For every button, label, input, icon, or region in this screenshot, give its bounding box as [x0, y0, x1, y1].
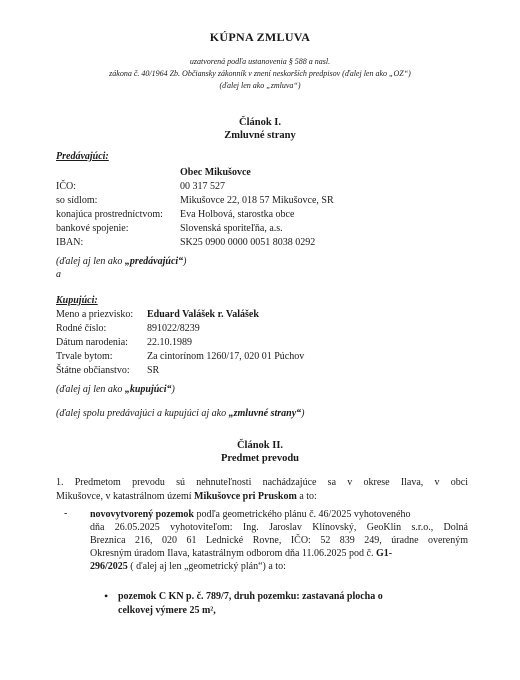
item-1-line-1: novovytvorený pozemok podľa geometrického plánu č. 46/2025 vyhotoveného: [90, 509, 411, 520]
item-1-line-3: Breznica 216, 020 61 Lednické Rovne, IČO: 52 839 249, úradne overeným: [90, 535, 468, 546]
subtitle-line-1: uzatvorená podľa ustanovenia § 588 a nasl.: [189, 57, 331, 66]
seller-row-value: Mikušovce 22, 018 57 Mikušovce, SR: [180, 195, 334, 206]
buyer-row-value: 891022/8239: [147, 323, 200, 334]
seller-row-value: SK25 0900 0000 0051 8038 0292: [180, 237, 316, 248]
buyer-row-value: Za cintorínom 1260/17, 020 01 Púchov: [147, 351, 305, 362]
buyer-row-label: Štátne občianstvo:: [56, 365, 130, 376]
seller-name: Obec Mikušovce: [180, 167, 251, 178]
paragraph-1-line-2: Mikušovce, v katastrálnom území Mikušovce pri Pruskom a to:: [56, 491, 317, 502]
seller-row-value: 00 317 527: [180, 181, 225, 192]
item-1-line-5: 296/2025 ( ďalej aj len „geometrický plán“) a to:: [90, 561, 286, 572]
parties-alias: „zmluvné strany“: [228, 408, 302, 419]
seller-label: Predávajúci:: [56, 151, 109, 162]
article-2-subheading: Predmet prevodu: [220, 453, 300, 464]
cadastral-area: Mikušovce pri Pruskom: [194, 491, 297, 502]
document-title: KÚPNA ZMLUVA: [209, 30, 311, 44]
seller-alias: „predávajúci“: [124, 256, 184, 267]
buyer-label: Kupujúci:: [56, 295, 98, 306]
buyer-alias-note: (ďalej aj len ako „kupujúci“): [56, 384, 175, 395]
paragraph-1-line-1: 1. Predmetom prevodu sú nehnuteľnosti nachádzajúce sa v okrese Ilava, v obci: [56, 477, 468, 488]
buyer-row-label: Meno a priezvisko:: [56, 309, 134, 320]
list-dash: -: [64, 508, 68, 519]
seller-row-label: konajúca prostredníctvom:: [56, 209, 163, 220]
seller-row-value: Eva Holbová, starostka obce: [180, 209, 295, 220]
article-2-heading: Článok II.: [236, 440, 284, 451]
seller-row-label: IBAN:: [56, 237, 84, 248]
item-1-line-4: Okresným úradom Ilava, katastrálnym odborom dňa 11.06.2025 pod č. G1-: [90, 548, 393, 559]
subtitle-line-3: (ďalej len ako „zmluva“): [219, 81, 301, 90]
article-1-subheading: Zmluvné strany: [224, 130, 296, 141]
buyer-row-label: Rodné číslo:: [56, 323, 107, 334]
sub-item-1-line-2: celkovej výmere 25 m²,: [118, 605, 216, 616]
seller-row-label: so sídlom:: [56, 195, 98, 206]
buyer-name: Eduard Valášek r. Valášek: [147, 309, 259, 320]
buyer-row-label: Dátum narodenia:: [56, 337, 128, 348]
seller-row-label: bankové spojenie:: [56, 223, 129, 234]
article-1-heading: Článok I.: [238, 117, 281, 128]
seller-row-label: IČO:: [56, 181, 76, 192]
sub-item-1-line-1: pozemok C KN p. č. 789/7, druh pozemku: zastavaná plocha o: [118, 591, 383, 602]
seller-alias-note: (ďalej aj len ako „predávajúci“): [56, 256, 187, 267]
item-1-line-2: dňa 26.05.2025 vyhotoviteľom: Ing. Jaroslav Klínovský, GeoKlin s.r.o., Dolná: [90, 522, 468, 533]
and-word: a: [56, 269, 61, 280]
seller-row-value: Slovenská sporiteľňa, a.s.: [180, 223, 283, 234]
buyer-row-value: SR: [147, 365, 160, 376]
parties-alias-note: (ďalej spolu predávajúci a kupujúci aj ako „zmluvné strany“): [56, 408, 305, 419]
subtitle-line-2: zákona č. 40/1964 Zb. Občiansky zákonník v znení neskorších predpisov (ďalej len ako „OZ“): [109, 69, 411, 78]
buyer-alias: „kupujúci“: [124, 384, 172, 395]
buyer-row-label: Trvale bytom:: [56, 351, 113, 362]
buyer-row-value: 22.10.1989: [147, 337, 192, 348]
bullet-point: •: [104, 589, 109, 603]
